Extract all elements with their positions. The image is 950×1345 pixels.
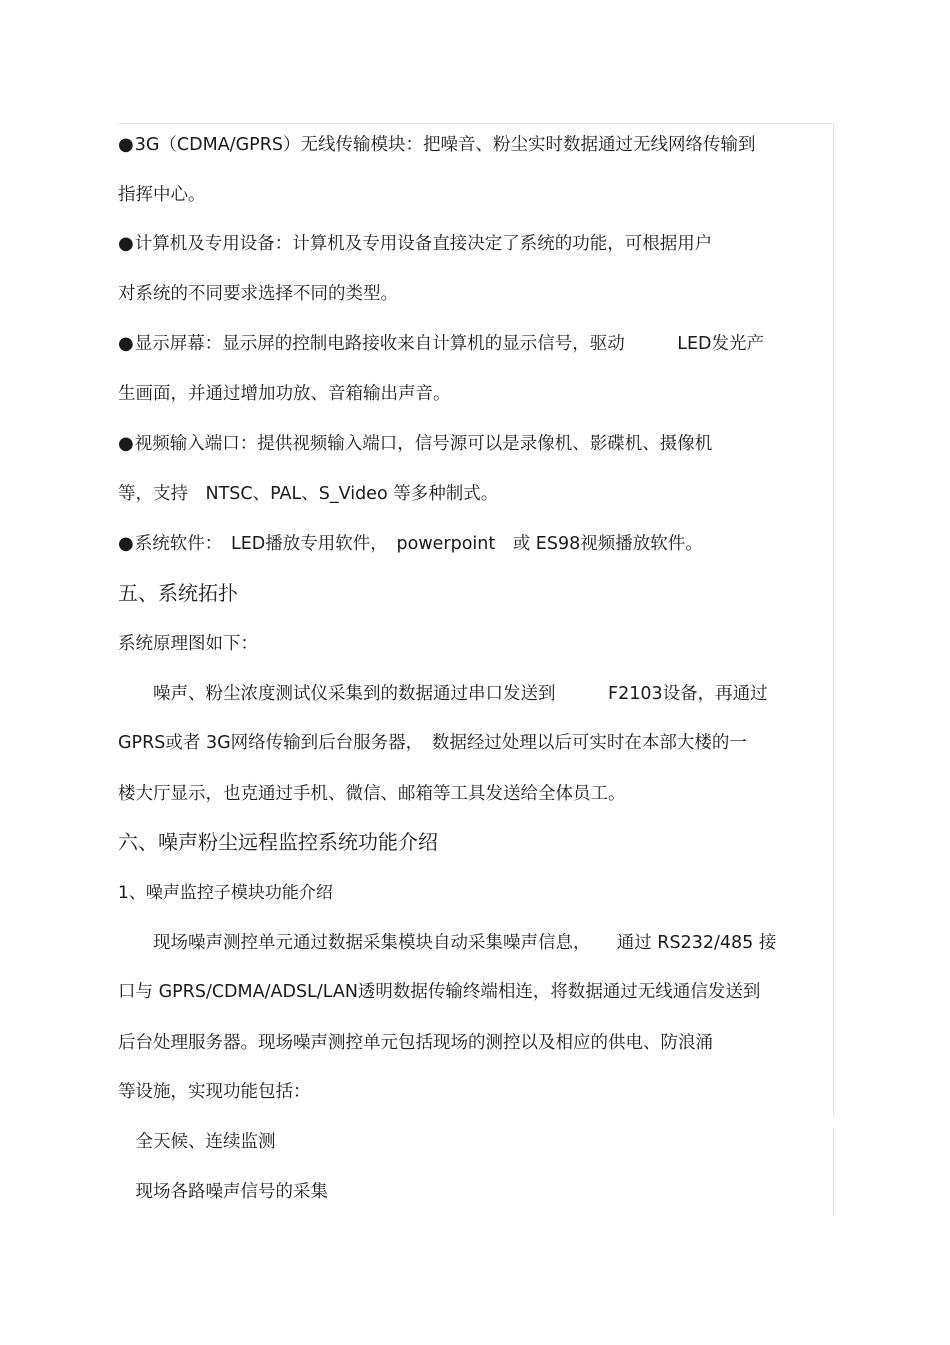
list-item: 现场各路噪声信号的采集 [118, 1182, 328, 1202]
bullet-icon: ● [118, 233, 134, 254]
page-edge-right-lower [833, 1128, 834, 1216]
paragraph-line: 后台处理服务器。现场噪声测控单元包括现场的测控以及相应的供电、防浪涌 [118, 1033, 713, 1053]
bullet-icon: ● [118, 134, 134, 155]
bullet-icon: ● [118, 533, 134, 554]
paragraph-line: 噪声、粉尘浓度测试仪采集到的数据通过串口发送到 F2103设备，再通过 [118, 684, 768, 704]
bullet-icon: ● [118, 333, 134, 354]
bullet-item-software: ●系统软件： LED播放专用软件， powerpoint 或 ES98视频播放软件。 [118, 533, 703, 554]
paragraph-line: 系统原理图如下： [118, 634, 258, 654]
page-edge-top [118, 123, 834, 124]
paragraph-line: 现场噪声测控单元通过数据采集模块自动采集噪声信息， 通过 RS232/485 接 [118, 933, 777, 953]
paragraph-line: GPRS或者 3G网络传输到后台服务器， 数据经过处理以后可实时在本部大楼的一 [118, 733, 747, 753]
page-edge-right [833, 123, 834, 1115]
paragraph-line: 对系统的不同要求选择不同的类型。 [118, 284, 398, 304]
subsection-heading: 1、噪声监控子模块功能介绍 [118, 883, 333, 903]
bullet-item-3g-module: ●3G（CDMA/GPRS）无线传输模块：把噪音、粉尘实时数据通过无线网络传输到 [118, 134, 756, 155]
section-heading-functions: 六、噪声粉尘远程监控系统功能介绍 [118, 830, 438, 854]
bullet-item-computer: ●计算机及专用设备：计算机及专用设备直接决定了系统的功能，可根据用户 [118, 233, 713, 254]
paragraph-line: 口与 GPRS/CDMA/ADSL/LAN透明数据传输终端相连，将数据通过无线通信发送到 [118, 982, 761, 1002]
bullet-item-video-input: ●视频输入端口：提供视频输入端口，信号源可以是录像机、影碟机、摄像机 [118, 433, 713, 454]
section-heading-topology: 五、系统拓扑 [118, 581, 238, 605]
paragraph-line: 生画面，并通过增加功放、音箱输出声音。 [118, 384, 451, 404]
paragraph-line: 等，支持 NTSC、PAL、S_Video 等多种制式。 [118, 484, 499, 504]
bullet-icon: ● [118, 433, 134, 454]
paragraph-line: 等设施，实现功能包括： [118, 1082, 311, 1102]
bullet-item-display: ●显示屏幕：显示屏的控制电路接收来自计算机的显示信号，驱动 LED发光产 [118, 333, 764, 354]
paragraph-line: 楼大厅显示，也克通过手机、微信、邮箱等工具发送给全体员工。 [118, 784, 626, 804]
paragraph-line: 指挥中心。 [118, 185, 206, 205]
list-item: 全天候、连续监测 [118, 1132, 276, 1152]
